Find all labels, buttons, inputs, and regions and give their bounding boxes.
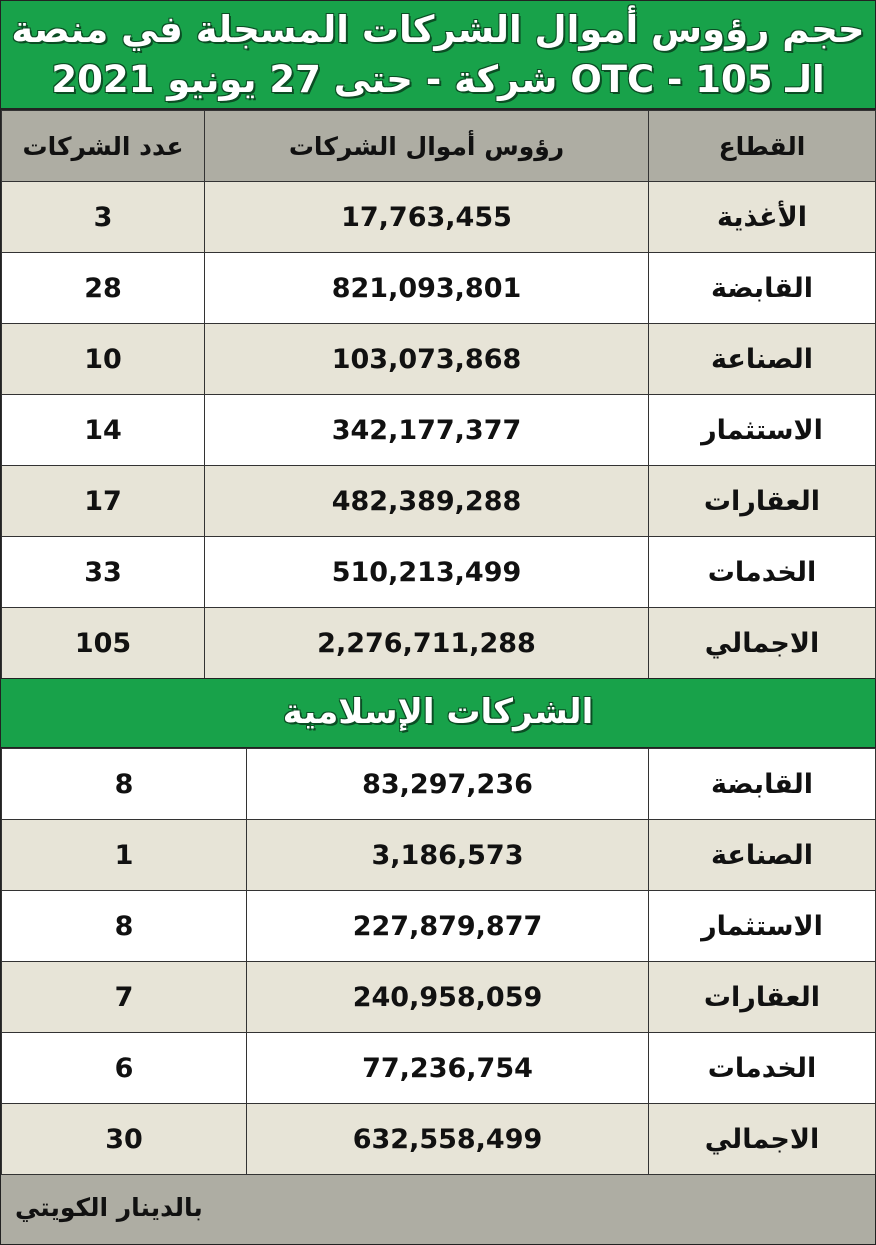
capital-cell: 103,073,868 [205,324,649,395]
table-row [2,962,876,1033]
table-row [2,820,876,891]
column-header-sector: القطاع [649,111,876,182]
count-cell: 33 [2,537,205,608]
sector-cell: القابضة [649,253,876,324]
capital-cell: 482,389,288 [205,466,649,537]
table-row [2,253,876,324]
capital-cell: 77,236,754 [247,1033,649,1104]
capital-cell: 342,177,377 [205,395,649,466]
table-row [2,1033,876,1104]
table-row [2,466,876,537]
currency-footer [1,1174,875,1244]
sector-cell: الاجمالي [649,1104,876,1175]
total-row [2,1104,876,1175]
capital-cell: 83,297,236 [247,749,649,820]
sector-cell: الصناعة [649,820,876,891]
sector-cell: القابضة [649,749,876,820]
title-banner [1,1,875,110]
sector-cell: الاجمالي [649,608,876,679]
islamic-companies-table [1,748,876,1175]
currency-note: بالدينار الكويتي [15,1193,203,1222]
column-header-count: عدد الشركات [2,111,205,182]
count-cell: 1 [2,820,247,891]
table-row [2,749,876,820]
sector-cell: الصناعة [649,324,876,395]
sector-cell: العقارات [649,466,876,537]
sector-cell: الخدمات [649,537,876,608]
table-row [2,324,876,395]
title-line-2: الـ OTC - 105 شركة - حتى 27 يونيو 2021 [51,58,825,101]
count-cell: 105 [2,608,205,679]
sector-cell: الاستثمار [649,395,876,466]
sector-cell: الاستثمار [649,891,876,962]
table-row [2,537,876,608]
count-cell: 8 [2,891,247,962]
capital-cell: 227,879,877 [247,891,649,962]
capital-cell: 821,093,801 [205,253,649,324]
sector-cell: العقارات [649,962,876,1033]
all-companies-table [1,110,876,679]
sector-cell: الخدمات [649,1033,876,1104]
table-row [2,891,876,962]
total-row [2,608,876,679]
capital-cell: 17,763,455 [205,182,649,253]
capital-cell: 240,958,059 [247,962,649,1033]
count-cell: 28 [2,253,205,324]
sector-cell: الأغذية [649,182,876,253]
count-cell: 8 [2,749,247,820]
column-header-row [2,111,876,182]
capital-cell: 632,558,499 [247,1104,649,1175]
islamic-section-header: الشركات الإسلامية [1,678,875,748]
count-cell: 30 [2,1104,247,1175]
count-cell: 6 [2,1033,247,1104]
count-cell: 3 [2,182,205,253]
capital-cell: 3,186,573 [247,820,649,891]
count-cell: 17 [2,466,205,537]
title-line-1: حجم رؤوس أموال الشركات المسجلة في منصة [11,8,865,51]
count-cell: 14 [2,395,205,466]
column-header-capital: رؤوس أموال الشركات [205,111,649,182]
table-row [2,395,876,466]
count-cell: 10 [2,324,205,395]
capital-cell: 2,276,711,288 [205,608,649,679]
count-cell: 7 [2,962,247,1033]
table-row [2,182,876,253]
capital-cell: 510,213,499 [205,537,649,608]
